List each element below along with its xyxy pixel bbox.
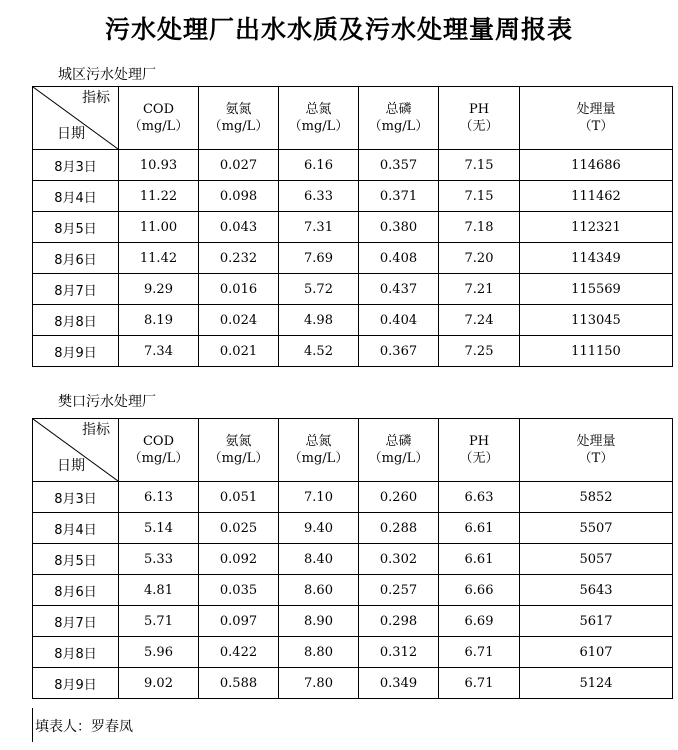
ph-cell: 7.25	[439, 336, 520, 367]
column-unit: （mg/L）	[288, 119, 349, 134]
table-row	[33, 305, 673, 336]
table-row	[33, 181, 673, 212]
total-nitrogen-cell: 8.80	[279, 637, 359, 668]
table-row	[33, 243, 673, 274]
column-name: PH	[468, 102, 490, 117]
water-quality-table-city	[32, 86, 673, 367]
ammonia-cell: 0.098	[199, 181, 279, 212]
ammonia-cell: 0.051	[199, 482, 279, 513]
corner-header-cell	[33, 419, 119, 482]
column-header-total-phosphorus	[359, 419, 439, 482]
ammonia-cell: 0.025	[199, 513, 279, 544]
header-row	[33, 419, 673, 482]
date-cell: 8月8日	[33, 637, 119, 668]
table-row	[33, 150, 673, 181]
ph-cell: 6.71	[439, 668, 520, 699]
cod-cell: 11.22	[119, 181, 199, 212]
ammonia-cell: 0.021	[199, 336, 279, 367]
table-row	[33, 482, 673, 513]
total-nitrogen-cell: 7.80	[279, 668, 359, 699]
volume-cell: 5643	[520, 575, 673, 606]
total-nitrogen-cell: 6.33	[279, 181, 359, 212]
cod-cell: 8.19	[119, 305, 199, 336]
ph-cell: 6.66	[439, 575, 520, 606]
total-nitrogen-cell: 7.10	[279, 482, 359, 513]
column-unit: （mg/L）	[368, 119, 429, 134]
ammonia-cell: 0.043	[199, 212, 279, 243]
column-name: PH	[468, 434, 490, 449]
column-name: 处理量	[576, 102, 616, 117]
volume-cell: 115569	[520, 274, 673, 305]
volume-cell: 113045	[520, 305, 673, 336]
column-header-cod	[119, 87, 199, 150]
date-cell: 8月7日	[33, 606, 119, 637]
corner-label-date: 日期	[57, 126, 85, 142]
date-cell: 8月5日	[33, 544, 119, 575]
ph-cell: 7.20	[439, 243, 520, 274]
total-phosphorus-cell: 0.404	[359, 305, 439, 336]
cod-cell: 6.13	[119, 482, 199, 513]
column-name: COD	[142, 434, 175, 449]
total-phosphorus-cell: 0.260	[359, 482, 439, 513]
cod-cell: 11.42	[119, 243, 199, 274]
column-unit: （mg/L）	[128, 119, 189, 134]
total-phosphorus-cell: 0.349	[359, 668, 439, 699]
column-unit: （mg/L）	[368, 451, 429, 466]
total-phosphorus-cell: 0.371	[359, 181, 439, 212]
total-phosphorus-cell: 0.408	[359, 243, 439, 274]
volume-cell: 111462	[520, 181, 673, 212]
ph-cell: 7.18	[439, 212, 520, 243]
date-cell: 8月7日	[33, 274, 119, 305]
corner-header-cell	[33, 87, 119, 150]
total-nitrogen-cell: 8.90	[279, 606, 359, 637]
cod-cell: 9.29	[119, 274, 199, 305]
date-cell: 8月6日	[33, 243, 119, 274]
date-cell: 8月3日	[33, 482, 119, 513]
header-row	[33, 87, 673, 150]
ph-cell: 6.71	[439, 637, 520, 668]
water-quality-table-fankou	[32, 418, 673, 699]
volume-cell: 5124	[520, 668, 673, 699]
column-header-volume	[520, 87, 673, 150]
ph-cell: 6.61	[439, 513, 520, 544]
column-unit: （mg/L）	[208, 119, 269, 134]
total-nitrogen-cell: 8.40	[279, 544, 359, 575]
report-title: 污水处理厂出水水质及污水处理量周报表	[104, 15, 573, 44]
column-name: 总氮	[305, 102, 332, 117]
table-body	[33, 482, 673, 699]
column-header-cod	[119, 419, 199, 482]
cod-cell: 5.33	[119, 544, 199, 575]
ammonia-cell: 0.588	[199, 668, 279, 699]
ammonia-cell: 0.422	[199, 637, 279, 668]
ammonia-cell: 0.092	[199, 544, 279, 575]
column-header-total-nitrogen	[279, 87, 359, 150]
volume-cell: 5057	[520, 544, 673, 575]
cod-cell: 5.14	[119, 513, 199, 544]
total-phosphorus-cell: 0.302	[359, 544, 439, 575]
volume-cell: 114349	[520, 243, 673, 274]
plant-name-fankou: 樊口污水处理厂	[58, 394, 156, 410]
total-phosphorus-cell: 0.257	[359, 575, 439, 606]
column-unit: （mg/L）	[128, 451, 189, 466]
column-unit: （T）	[578, 451, 614, 466]
total-phosphorus-cell: 0.437	[359, 274, 439, 305]
column-unit: （mg/L）	[288, 451, 349, 466]
column-name: 总磷	[385, 102, 412, 117]
plant-name-city: 城区污水处理厂	[58, 67, 156, 83]
volume-cell: 5852	[520, 482, 673, 513]
table-row	[33, 668, 673, 699]
total-nitrogen-cell: 6.16	[279, 150, 359, 181]
total-phosphorus-cell: 0.312	[359, 637, 439, 668]
date-cell: 8月9日	[33, 336, 119, 367]
date-cell: 8月6日	[33, 575, 119, 606]
column-unit: （T）	[578, 119, 614, 134]
volume-cell: 5507	[520, 513, 673, 544]
volume-cell: 6107	[520, 637, 673, 668]
cod-cell: 11.00	[119, 212, 199, 243]
column-header-volume	[520, 419, 673, 482]
ph-cell: 6.63	[439, 482, 520, 513]
ammonia-cell: 0.097	[199, 606, 279, 637]
total-phosphorus-cell: 0.357	[359, 150, 439, 181]
ph-cell: 7.15	[439, 150, 520, 181]
column-header-ph	[439, 87, 520, 150]
ammonia-cell: 0.232	[199, 243, 279, 274]
date-cell: 8月4日	[33, 513, 119, 544]
cod-cell: 5.71	[119, 606, 199, 637]
ph-cell: 7.24	[439, 305, 520, 336]
date-cell: 8月3日	[33, 150, 119, 181]
column-name: 处理量	[576, 434, 616, 449]
column-unit: （无）	[459, 119, 499, 134]
table-row	[33, 513, 673, 544]
ammonia-cell: 0.027	[199, 150, 279, 181]
corner-label-indicator: 指标	[82, 422, 110, 438]
column-name: 氨氮	[225, 434, 252, 449]
column-header-total-nitrogen	[279, 419, 359, 482]
filler-name: 填表人：罗春凤	[35, 719, 133, 735]
total-phosphorus-cell: 0.288	[359, 513, 439, 544]
date-cell: 8月5日	[33, 212, 119, 243]
cod-cell: 10.93	[119, 150, 199, 181]
column-header-ammonia	[199, 419, 279, 482]
total-nitrogen-cell: 8.60	[279, 575, 359, 606]
cod-cell: 5.96	[119, 637, 199, 668]
column-name: 总磷	[385, 434, 412, 449]
total-phosphorus-cell: 0.298	[359, 606, 439, 637]
column-name: 氨氮	[225, 102, 252, 117]
table-row	[33, 212, 673, 243]
volume-cell: 114686	[520, 150, 673, 181]
total-phosphorus-cell: 0.367	[359, 336, 439, 367]
table-body	[33, 150, 673, 367]
total-nitrogen-cell: 5.72	[279, 274, 359, 305]
total-nitrogen-cell: 9.40	[279, 513, 359, 544]
volume-cell: 5617	[520, 606, 673, 637]
date-cell: 8月9日	[33, 668, 119, 699]
corner-label-date: 日期	[57, 458, 85, 474]
table-row	[33, 544, 673, 575]
cod-cell: 4.81	[119, 575, 199, 606]
total-nitrogen-cell: 7.31	[279, 212, 359, 243]
date-cell: 8月8日	[33, 305, 119, 336]
ph-cell: 6.61	[439, 544, 520, 575]
total-nitrogen-cell: 4.98	[279, 305, 359, 336]
volume-cell: 112321	[520, 212, 673, 243]
total-nitrogen-cell: 7.69	[279, 243, 359, 274]
left-border-line	[32, 708, 33, 742]
total-nitrogen-cell: 4.52	[279, 336, 359, 367]
corner-label-indicator: 指标	[82, 90, 110, 106]
column-header-ph	[439, 419, 520, 482]
table-row	[33, 575, 673, 606]
total-phosphorus-cell: 0.380	[359, 212, 439, 243]
table-row	[33, 336, 673, 367]
cod-cell: 9.02	[119, 668, 199, 699]
ph-cell: 7.21	[439, 274, 520, 305]
column-name: 总氮	[305, 434, 332, 449]
ph-cell: 7.15	[439, 181, 520, 212]
volume-cell: 111150	[520, 336, 673, 367]
column-unit: （mg/L）	[208, 451, 269, 466]
column-header-ammonia	[199, 87, 279, 150]
column-unit: （无）	[459, 451, 499, 466]
ammonia-cell: 0.035	[199, 575, 279, 606]
cod-cell: 7.34	[119, 336, 199, 367]
table-row	[33, 606, 673, 637]
table-row	[33, 637, 673, 668]
column-header-total-phosphorus	[359, 87, 439, 150]
ph-cell: 6.69	[439, 606, 520, 637]
ammonia-cell: 0.016	[199, 274, 279, 305]
table-row	[33, 274, 673, 305]
ammonia-cell: 0.024	[199, 305, 279, 336]
date-cell: 8月4日	[33, 181, 119, 212]
column-name: COD	[142, 102, 175, 117]
